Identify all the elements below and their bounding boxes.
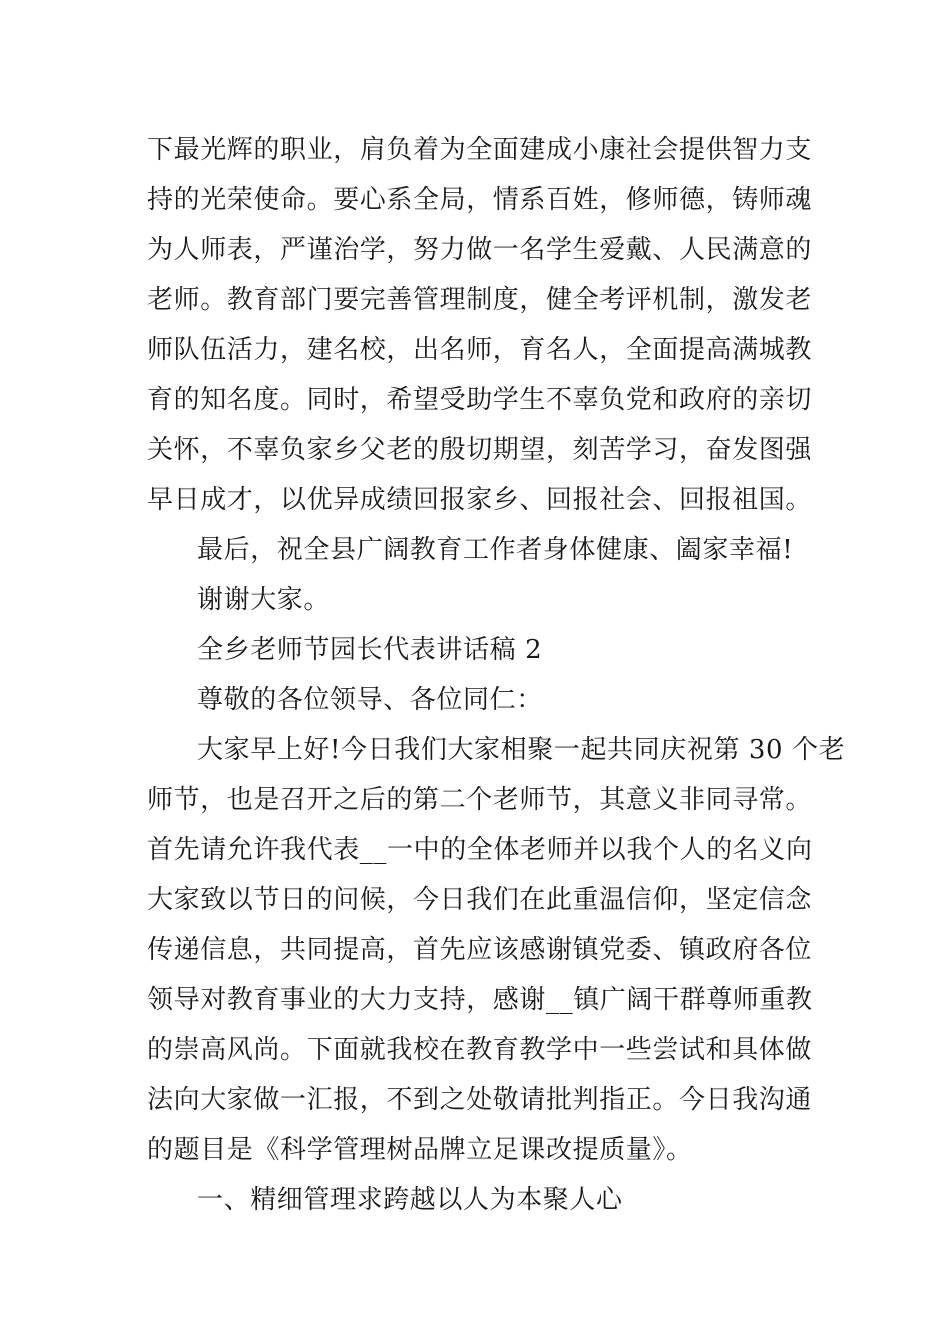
- paragraph-line: 的题目是《科学管理树品牌立足课改提质量》。: [147, 1135, 693, 1165]
- paragraph-line: 大家致以节日的问候，今日我们在此重温信仰，坚定信念: [147, 885, 813, 915]
- paragraph-line: 传递信息，共同提高，首先应该感谢镇党委、镇政府各位: [147, 935, 813, 965]
- paragraph-line: 的崇高风尚。下面就我校在教育教学中一些尝试和具体做: [147, 1035, 813, 1065]
- paragraph-line: 大家早上好!今日我们大家相聚一起共同庆祝第 30 个老: [197, 735, 846, 765]
- paragraph-line: 关怀，不辜负家乡父老的殷切期望，刻苦学习，奋发图强: [147, 435, 813, 465]
- paragraph-line: 首先请允许我代表__一中的全体老师并以我个人的名义向: [147, 835, 813, 865]
- paragraph-line: 师节，也是召开之后的第二个老师节，其意义非同寻常。: [147, 785, 813, 815]
- paragraph-line: 早日成才，以优异成绩回报家乡、回报社会、回报祖国。: [147, 485, 813, 515]
- paragraph-line: 法向大家做一汇报，不到之处敬请批判指正。今日我沟通: [147, 1085, 813, 1115]
- paragraph-line: 下最光辉的职业，肩负着为全面建成小康社会提供智力支: [147, 135, 813, 165]
- thanks-line: 谢谢大家。: [197, 585, 331, 615]
- paragraph-line: 领导对教育事业的大力支持，感谢__镇广阔干群尊师重教: [147, 985, 813, 1015]
- paragraph-line: 育的知名度。同时，希望受助学生不辜负党和政府的亲切: [147, 385, 813, 415]
- section-title: 全乡老师节园长代表讲话稿 2: [197, 635, 543, 665]
- paragraph-line: 持的光荣使命。要心系全局，情系百姓，修师德，铸师魂: [147, 185, 813, 215]
- paragraph-line: 为人师表，严谨治学，努力做一名学生爱戴、人民满意的: [147, 235, 813, 265]
- salutation: 尊敬的各位领导、各位同仁：: [197, 685, 543, 715]
- closing-wish: 最后，祝全县广阔教育工作者身体健康、阖家幸福!: [197, 535, 794, 565]
- paragraph-line: 老师。教育部门要完善管理制度，健全考评机制，激发老: [147, 285, 813, 315]
- subsection-heading: 一、精细管理求跨越以人为本聚人心: [197, 1185, 623, 1215]
- paragraph-line: 师队伍活力，建名校，出名师，育名人，全面提高满城教: [147, 335, 813, 365]
